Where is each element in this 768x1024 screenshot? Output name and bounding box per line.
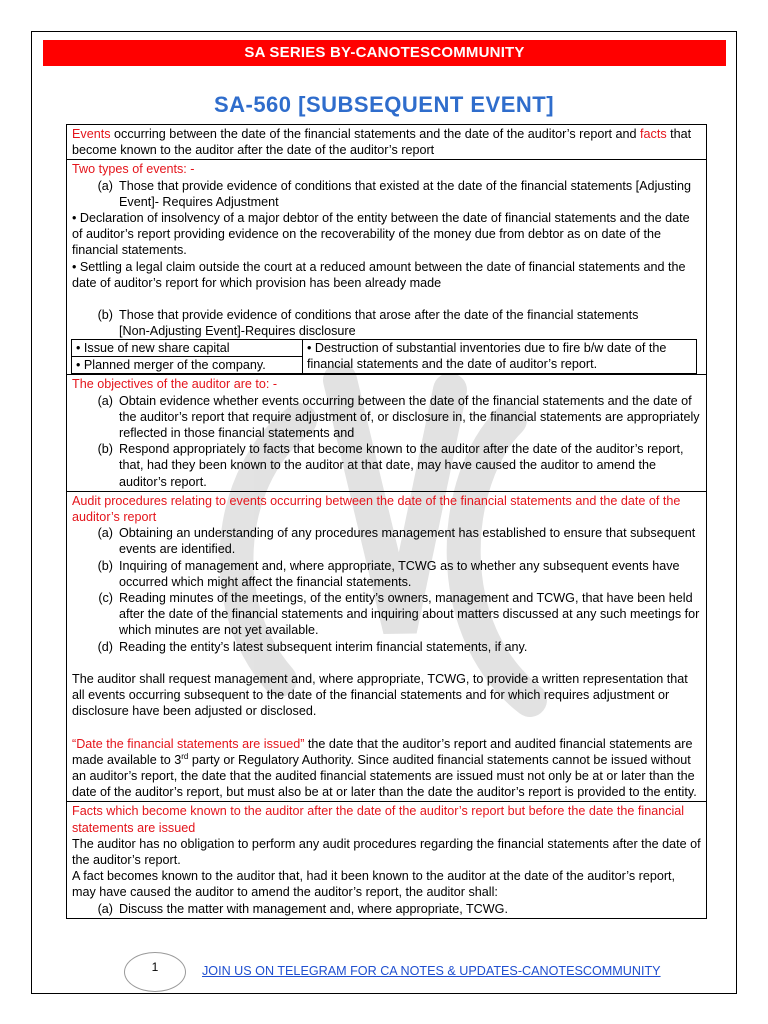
objectives-section — [67, 375, 706, 491]
date-issued-paragraph — [72, 736, 701, 801]
list-item — [72, 901, 701, 917]
facts-section — [67, 802, 706, 918]
item-text: Reading the entity’s latest subsequent interim financial statements, if any. — [119, 639, 528, 654]
example-merger: • Planned merger of the company. — [76, 358, 266, 373]
definition-text-2: that become known to the auditor after the date of the auditor’s report — [72, 127, 692, 158]
list-item — [72, 393, 701, 442]
item-text: Obtain evidence whether events occurring between the date of the financial statements and the date of the auditor’s report that require adjustment of, or disclosure in, the financial statements are appropriately reflected in those financial statements and — [119, 393, 700, 441]
adjusting-example-2: • Settling a legal claim outside the court at a reduced amount between the date of financial statements and the date of auditor’s report for which provision has been already made — [72, 259, 686, 290]
item-number: (b) — [97, 442, 113, 457]
table-cell — [303, 340, 697, 374]
facts-paragraph-2: A fact becomes known to the auditor that, had it been known to the auditor at the date of the auditor’s report, may have caused the auditor to amend the auditor’s report, the auditor shall: — [72, 869, 676, 900]
list-item — [72, 441, 701, 490]
written-representation-text: The auditor shall request management and, where appropriate, TCWG, to provide a written representation that all events occurring subsequent to the date of the financial statements and for which requires adjustment or disclosure have been adjusted or disclosed. — [72, 671, 688, 719]
series-banner: SA SERIES BY-CANOTESCOMMUNITY — [43, 40, 726, 66]
table-cell — [72, 340, 303, 357]
item-text: Inquiring of management and, where appropriate, TCWG as to whether any subsequent events have occurred which might affect the financial statements. — [119, 558, 680, 589]
telegram-link[interactable]: JOIN US ON TELEGRAM FOR CA NOTES & UPDATES-CANOTESCOMMUNITY — [202, 964, 661, 978]
events-term: Events — [72, 127, 111, 141]
adjusting-example-1: • Declaration of insolvency of a major debtor of the entity between the date of financial statements and the date of auditor’s report providing evidence on the recoverability of the money due from debtor as on date of the financial statements. — [72, 211, 690, 258]
types-heading: Two types of events: - — [72, 162, 195, 177]
item-text: Discuss the matter with management and, where appropriate, TCWG. — [119, 901, 508, 916]
item-text: Those that provide evidence of conditions that arose after the date of the financial statements — [119, 308, 639, 323]
notes-table — [66, 124, 707, 919]
item-number: (b) — [97, 558, 113, 573]
types-section — [67, 160, 706, 375]
item-text: Reading minutes of the meetings, of the entity’s owners, management and TCWG, that have been held after the date of the financial statements and inquiring about matters discussed at any such meetings for which minutes are not yet available. — [119, 591, 700, 638]
date-issued-term: “Date the financial statements are issued” — [72, 736, 305, 751]
page-title: SA-560 [SUBSEQUENT EVENT] — [213, 92, 555, 117]
item-number: (b) — [97, 308, 113, 323]
item-text: Respond appropriately to facts that become known to the auditor after the date of the auditor’s report, that, had they been known to the auditor at that date, may have caused the auditor to amend the auditor’s report. — [119, 442, 684, 489]
item-number: (a) — [97, 178, 113, 193]
item-number: (c) — [98, 591, 113, 606]
procedures-section — [67, 492, 706, 802]
item-text: Those that provide evidence of conditions that existed at the date of the financial statements [Adjusting Event]- Requires Adjustment — [119, 178, 691, 209]
list-item — [72, 178, 701, 210]
item-number: (a) — [97, 393, 113, 408]
example-inventory-fire: • Destruction of substantial inventories due to fire b/w date of the financial statements and the date of auditor’s report. — [307, 341, 667, 372]
date-issued-text-1: the date that the auditor’s report and audited financial statements are made available to 3 — [72, 736, 693, 767]
item-number: (a) — [97, 526, 113, 541]
facts-paragraph-1: The auditor has no obligation to perform any audit procedures regarding the financial statements after the date of the auditor’s report. — [72, 836, 701, 867]
procedures-heading: Audit procedures relating to events occurring between the date of the financial statements and the date of the auditor’s report — [72, 493, 681, 525]
list-item — [72, 639, 701, 655]
item-number: (a) — [97, 901, 113, 916]
date-issued-text-2: party or Regulatory Authority. Since audited financial statements cannot be issued without an auditor’s report, the date that the audited financial statements are issued must not only be at or later than the date of the auditor’s report, but must also be at or later than the date the auditor’s report is provided to the entity. — [72, 752, 697, 800]
list-item — [72, 307, 701, 323]
item-number: (d) — [97, 639, 113, 654]
non-adjusting-examples-table — [71, 339, 697, 374]
definition-text-1: occurring between the date of the financial statements and the date of the auditor’s report and — [110, 127, 641, 141]
objectives-heading: The objectives of the auditor are to: - — [72, 377, 278, 392]
facts-heading: Facts which become known to the auditor after the date of the auditor’s report but before the date the financial statements are issued — [72, 804, 685, 835]
non-adjusting-label: [Non-Adjusting Event]-Requires disclosure — [119, 324, 356, 339]
list-item — [72, 525, 701, 557]
list-item — [72, 590, 701, 639]
ordinal-suffix: rd — [181, 751, 189, 761]
list-item — [72, 558, 701, 590]
facts-term: facts — [640, 127, 667, 141]
example-share-capital: • Issue of new share capital — [76, 341, 230, 356]
definition-section — [67, 125, 706, 160]
table-cell — [72, 357, 303, 374]
page-number: 1 — [151, 960, 159, 974]
item-text: Obtaining an understanding of any procedures management has established to ensure that subsequent events are identified. — [119, 526, 696, 557]
